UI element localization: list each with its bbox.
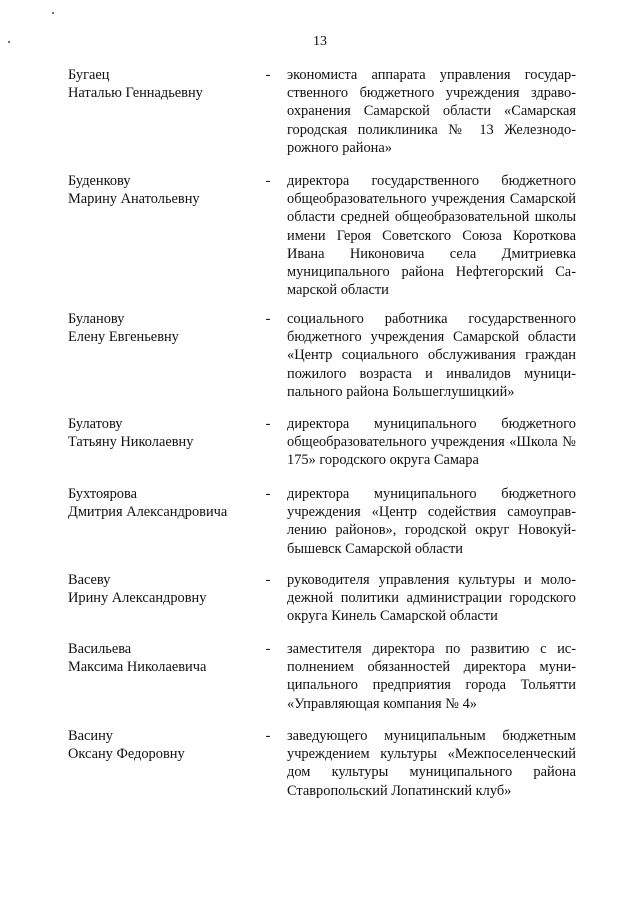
surname: Васильева (68, 641, 132, 657)
award-entry (68, 172, 576, 299)
person-name (68, 172, 258, 208)
given-names: Максима Николаевича (68, 659, 207, 676)
given-names: Елену Евгеньевну (68, 329, 179, 346)
award-entry (68, 727, 576, 800)
person-name (68, 485, 258, 521)
person-name (68, 571, 258, 607)
person-name (68, 640, 258, 676)
separator-dash: - (265, 67, 271, 83)
given-names: Ирину Александровну (68, 590, 207, 607)
position-description: директора муниципального бюджетного общеобразовательного учреждения «Школа № 175» городского округа Самара (287, 416, 576, 469)
given-names: Марину Анатольевну (68, 191, 200, 208)
given-names: Татьяну Николаевну (68, 434, 194, 451)
surname: Васину (68, 728, 113, 744)
surname: Бугаец (68, 67, 110, 83)
person-name (68, 415, 258, 451)
given-names: Дмитрия Александровича (68, 504, 228, 521)
award-entry (68, 415, 576, 470)
award-entry (68, 640, 576, 713)
separator-dash: - (265, 311, 271, 327)
position-description: заместителя директора по развитию с исполнением обязанностей директора муниципального предприятия города Тольятти «Управляющая компания № 4» (287, 641, 576, 712)
position-description: социального работника государственного бюджетного учреждения Самарской области «Центр социального обслуживания граждан пожилого возраста и инвалидов муниципального района Большеглушицкий» (287, 311, 576, 400)
position-description: директора государственного бюджетного общеобразовательного учреждения Самарской области средней общеобразовательной школы имени Героя Советского Союза Короткова Ивана Никоновича села Дмитриевка муниципального района Нефтегорский Самарской области (287, 173, 576, 299)
position-description: заведующего муниципальным бюджетным учреждением культуры «Межпоселенческий дом культуры муниципального района Ставропольский Лопатинский клуб» (287, 728, 576, 799)
person-name (68, 727, 258, 763)
given-names: Оксану Федоровну (68, 746, 185, 763)
separator-dash: - (265, 416, 271, 432)
position-description: экономиста аппарата управления государственного бюджетного учреждения здравоохранения Самарской области «Самарская городская поликлиника № 13 Железнодорожного района» (287, 67, 576, 156)
award-entry (68, 485, 576, 558)
surname: Васеву (68, 572, 111, 588)
surname: Буденкову (68, 173, 131, 189)
person-name (68, 66, 258, 102)
page-number: 13 (313, 34, 327, 49)
separator-dash: - (265, 173, 271, 189)
separator-dash: - (265, 572, 271, 588)
separator-dash: - (265, 728, 271, 744)
award-entry (68, 571, 576, 626)
position-description: директора муниципального бюджетного учреждения «Центр содействия самоуправлению районов», городской округ Новокуйбышевск Самарской области (287, 486, 576, 557)
position-description: руководителя управления культуры и молодежной политики администрации городского округа Кинель Самарской области (287, 572, 576, 625)
surname: Бухтоярова (68, 486, 137, 502)
award-entry (68, 310, 576, 401)
separator-dash: - (265, 486, 271, 502)
given-names: Наталью Геннадьевну (68, 85, 203, 102)
person-name (68, 310, 258, 346)
surname: Булатову (68, 416, 123, 432)
separator-dash: - (265, 641, 271, 657)
scan-speck (52, 12, 54, 14)
award-entry (68, 66, 576, 157)
surname: Буланову (68, 311, 125, 327)
